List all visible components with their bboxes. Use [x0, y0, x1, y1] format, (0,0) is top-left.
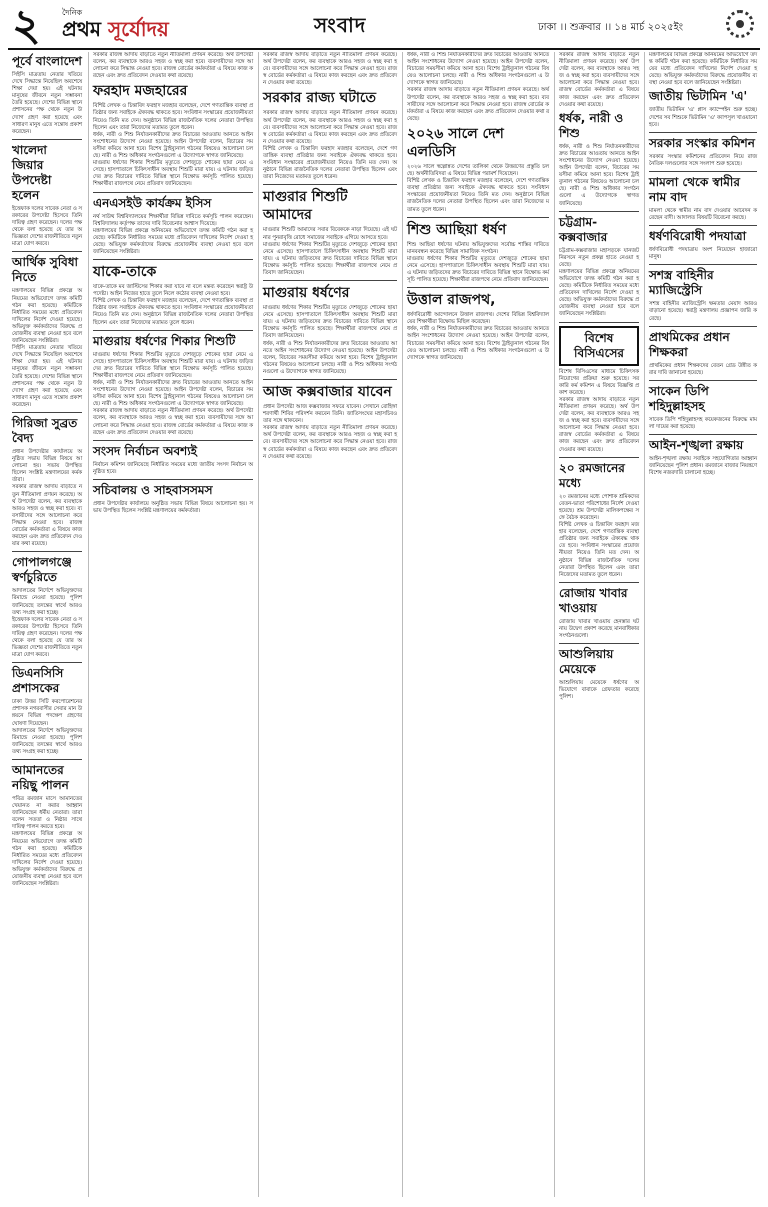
article-body: যাকে-তাকে মব জাস্টিসের শিকার করা যাবে না বলে মন্তব্য করেছেন স্বরাষ্ট্র উপদেষ্টা। আইন নিজের হাতে তুলে নিলে কঠোর ব্যবস্থা নেওয়া হবে।: [93, 284, 253, 298]
columns: [8, 52, 760, 1197]
headline: ফরহাদ মজহারের: [93, 83, 188, 100]
headline: উত্তাল রাজপথ,: [407, 292, 496, 309]
headline: সাকেন ডিপি শহিদুল্লাহসহ: [649, 383, 709, 413]
article-body: মন্ত্রণালয়ের বিভিন্ন প্রকল্পে অনিয়মের অভিযোগে তদন্ত কমিটি গঠন করা হয়েছে। কমিটিকে নির্ধারিত সময়ের মধ্যে প্রতিবেদন দাখিলের নির্দেশ দেওয়া হয়েছে। অভিযুক্ত কর্মকর্তাদের বিরুদ্ধে প্রয়োজনীয় ব্যবস্থা নেওয়া হবে বলে জানিয়েছেন সংশ্লিষ্টরা।: [12, 288, 82, 345]
article-body: মাগুরায় ধর্ষণের শিকার শিশুটির মৃত্যুতে দেশজুড়ে শোকের ছায়া নেমে এসেছে। হাসপাতালে চিকিৎসাধীন অবস্থায় শিশুটি মারা যায়। এ ঘটনায় জড়িতদের দ্রুত বিচারের দাবিতে বিভিন্ন স্থানে বিক্ষোভ কর্মসূচি পালিত হয়েছে। শিক্ষার্থীরা রাজপথে নেমে প্রতিবাদ জানিয়েছেন।: [93, 160, 253, 188]
headline: গোপালগঞ্জে স্বর্ণচুরিতে: [12, 555, 72, 585]
brand-name-b: সূর্যোদয়: [107, 17, 169, 41]
article-body: সরকার রাজস্ব আদায় বাড়াতে নতুন নীতিমালা প্রণয়ন করেছে। অর্থ উপদেষ্টা বলেন, কর ব্যবস্থাকে আরও সহজ ও স্বচ্ছ করা হবে। ব্যবসায়ীদের সঙ্গে আলোচনা করে সিদ্ধান্ত নেওয়া হবে। রাজস্ব বোর্ডের কর্মকর্তারা এ বিষয়ে কাজ করছেন এবং দ্রুত প্রতিবেদন দেওয়ার কথা রয়েছে।: [559, 52, 639, 108]
headline: এনএসইউ কার্যক্রম ইসিস: [93, 195, 212, 210]
article: [403, 52, 553, 366]
article: [89, 52, 257, 519]
article-body: ঢাকা উত্তর সিটি করপোরেশনের প্রশাসক নগরবাসীর সেবার মান উন্নয়নে বিভিন্ন পদক্ষেপ গ্রহণের ঘোষণা দিয়েছেন।: [12, 699, 82, 727]
article-body: সরকার রাজস্ব আদায় বাড়াতে নতুন নীতিমালা প্রণয়ন করেছে। অর্থ উপদেষ্টা বলেন, কর ব্যবস্থাকে আরও সহজ ও স্বচ্ছ করা হবে। ব্যবসায়ীদের সঙ্গে আলোচনা করে সিদ্ধান্ত নেওয়া হবে। রাজস্ব বোর্ডের কর্মকর্তারা এ বিষয়ে কাজ করছেন এবং দ্রুত প্রতিবেদন দেওয়ার কথা রয়েছে।: [93, 408, 253, 436]
page-number: ২: [12, 0, 41, 51]
article-body: মাগুরার শিশুটি আমাদের সবার বিবেককে নাড়া দিয়েছে। এই ঘটনার পুনরাবৃত্তি রোধে সমাজের সবাইকে এগিয়ে আসতে হবে।: [263, 227, 397, 241]
headline: সরকার সংস্কার কমিশন: [649, 135, 755, 150]
brand-name-a: প্রথম: [62, 17, 101, 41]
article-body: চট্টগ্রাম-কক্সবাজার মহাসড়কে যানজট নিরসনে নতুন প্রকল্প হাতে নেওয়া হয়েছে।: [559, 247, 639, 268]
article-body: মন্ত্রণালয়ের বিভিন্ন প্রকল্পে অনিয়মের অভিযোগে তদন্ত কমিটি গঠন করা হয়েছে। কমিটিকে নির্ধারিত সময়ের মধ্যে প্রতিবেদন দাখিলের নির্দেশ দেওয়া হয়েছে। অভিযুক্ত কর্মকর্তাদের বিরুদ্ধে প্রয়োজনীয় ব্যবস্থা নেওয়া হবে বলে জানিয়েছেন সংশ্লিষ্টরা।: [649, 52, 757, 87]
headline: আর্থিক সুবিধা নিতে: [12, 255, 79, 285]
headline: রোজায় খাবার খাওয়ায়: [559, 585, 628, 615]
article-body: আদালতের নির্দেশে অভিযুক্তদের রিমান্ডে নেওয়া হয়েছে। পুলিশ জানিয়েছে তদন্তের স্বার্থে আরও তথ্য সংগ্রহ করা হচ্ছে।: [12, 727, 82, 755]
article-body: ২০ রমজানের মধ্যে পোশাক শ্রমিকদের বেতন-ভাতা পরিশোধের নির্দেশ দেওয়া হয়েছে। শ্রম উপদেষ্টা মালিকপক্ষের সঙ্গে বৈঠক করেছেন।: [559, 493, 639, 521]
article-body: আশুলিয়ায় মেয়েকে ধর্ষণের অভিযোগে বাবাকে গ্রেফতার করেছে পুলিশ।: [559, 680, 639, 701]
headline: সশস্ত্র বাহিনীর ম্যাজিস্ট্রেসি: [649, 268, 714, 298]
brand-logo: [62, 8, 169, 41]
article-body: সরকার রাজস্ব আদায় বাড়াতে নতুন নীতিমালা প্রণয়ন করেছে। অর্থ উপদেষ্টা বলেন, কর ব্যবস্থাকে আরও সহজ ও স্বচ্ছ করা হবে। ব্যবসায়ীদের সঙ্গে আলোচনা করে সিদ্ধান্ত নেওয়া হবে। রাজস্ব বোর্ডের কর্মকর্তারা এ বিষয়ে কাজ করছেন এবং দ্রুত প্রতিবেদন দেওয়ার কথা রয়েছে।: [407, 87, 549, 122]
article: [259, 52, 401, 465]
article-body: বিশিষ্ট লেখক ও চিন্তাবিদ ফরহাদ মজহার বলেছেন, দেশে গণতান্ত্রিক ব্যবস্থা প্রতিষ্ঠার জন্য সবাইকে ঐক্যবদ্ধ থাকতে হবে। সংবিধান সংস্কারের প্রয়োজনীয়তা নিয়েও তিনি মত দেন। অনুষ্ঠানে বিভিন্ন রাজনৈতিক দলের নেতারা উপস্থিত ছিলেন এবং তারা নিজেদের মতামত তুলে ধরেন।: [93, 103, 253, 131]
article-body: রোজায় খাবার খাওয়ায় হেনস্তার ঘটনায় উদ্বেগ প্রকাশ করেছে মানবাধিকার সংগঠনগুলো।: [559, 618, 639, 639]
headline: গিরিজা সুব্রত বৈদ্য: [12, 416, 78, 445]
masthead: [8, 0, 760, 51]
article-body: জাতীয় ভিটামিন 'এ' প্লাস ক্যাম্পেইন শুরু হচ্ছে। দেশের সব শিশুকে ভিটামিন 'এ' ক্যাপসুল খাওয়ানো হবে।: [649, 107, 757, 128]
article-body: সিইসি মাত্রতায় নেতার খতিয়ে দেখে সিদ্ধান্তে নিয়েছিল অবশেষে শিক্ষা দেয়া হয়। এই ঘটনায় মানুষের জীবনে নতুন সম্ভাবনা তৈরি হয়েছে। দেশের বিভিন্ন স্থানে প্রশাসনের পক্ষ থেকে নতুন উদ্যোগ গ্রহণ করা হয়েছে এবং সাধারণ মানুষ এতে সন্তোষ প্রকাশ করেছেন।: [12, 345, 82, 408]
article-body: সাবেক ডিপি শহিদুল্লাহসহ কয়েকজনের বিরুদ্ধে মামলা দায়ের করা হয়েছে।: [649, 416, 757, 430]
article-body: প্রাথমিকের প্রধান শিক্ষকদের বেতন গ্রেড উন্নীত করার দাবি জানানো হয়েছে।: [649, 362, 757, 376]
article-body: শিশু আছিয়া ধর্ষণের ঘটনায় অভিযুক্তদের সর্বোচ্চ শাস্তির দাবিতে মানববন্ধন করেছে বিভিন্ন সামাজিক সংগঠন।: [407, 241, 549, 255]
headline: ডিএনসিসি প্রশাসকের: [12, 666, 64, 696]
column-5: [554, 52, 643, 1197]
article-body: সরকার রাজস্ব আদায় বাড়াতে নতুন নীতিমালা প্রণয়ন করেছে। অর্থ উপদেষ্টা বলেন, কর ব্যবস্থাকে আরও সহজ ও স্বচ্ছ করা হবে। ব্যবসায়ীদের সঙ্গে আলোচনা করে সিদ্ধান্ত নেওয়া হবে। রাজস্ব বোর্ডের কর্মকর্তারা এ বিষয়ে কাজ করছেন এবং দ্রুত প্রতিবেদন দেওয়ার কথা রয়েছে।: [12, 484, 82, 548]
article-body: সরকার রাজস্ব আদায় বাড়াতে নতুন নীতিমালা প্রণয়ন করেছে। অর্থ উপদেষ্টা বলেন, কর ব্যবস্থাকে আরও সহজ ও স্বচ্ছ করা হবে। ব্যবসায়ীদের সঙ্গে আলোচনা করে সিদ্ধান্ত নেওয়া হবে। রাজস্ব বোর্ডের কর্মকর্তারা এ বিষয়ে কাজ করছেন এবং দ্রুত প্রতিবেদন দেওয়ার কথা রয়েছে।: [263, 52, 397, 87]
article-body: সরকার রাজস্ব আদায় বাড়াতে নতুন নীতিমালা প্রণয়ন করেছে। অর্থ উপদেষ্টা বলেন, কর ব্যবস্থাকে আরও সহজ ও স্বচ্ছ করা হবে। ব্যবসায়ীদের সঙ্গে আলোচনা করে সিদ্ধান্ত নেওয়া হবে। রাজস্ব বোর্ডের কর্মকর্তারা এ বিষয়ে কাজ করছেন এবং দ্রুত প্রতিবেদন দেওয়ার কথা রয়েছে।: [263, 425, 397, 460]
headline: ধর্ষক, নারী ও শিশু: [559, 110, 624, 140]
headline: খালেদা জিয়ার উপদেষ্টা হলেন: [12, 142, 52, 202]
article-body: ইত্তেফাক দলের সাবেক নেতা ও সরকারের উপদেষ্টা হিসেবে তিনি দায়িত্ব গ্রহণ করেছেন। দলের পক্ষ থেকে বলা হয়েছে যে তার অভিজ্ঞতা দেশের রাজনীতিতে নতুন মাত্রা যোগ করবে।: [12, 205, 83, 248]
article-body: নির্বাচন কমিশন জানিয়েছে নির্ধারিত সময়ের মধ্যে জাতীয় সংসদ নির্বাচন অনুষ্ঠিত হবে।: [93, 461, 253, 475]
article-body: ইত্তেফাক দলের সাবেক নেতা ও সরকারের উপদেষ্টা হিসেবে তিনি দায়িত্ব গ্রহণ করেছেন। দলের পক্ষ থেকে বলা হয়েছে যে তার অভিজ্ঞতা দেশের রাজনীতিতে নতুন মাত্রা যোগ করবে।: [12, 616, 83, 659]
headline: মাগুরায় ধর্ষণের: [263, 285, 350, 302]
section-title: সংবাদ: [314, 13, 367, 37]
headline: জাতীয় ভিটামিন 'এ': [649, 89, 748, 104]
column-2: [88, 52, 257, 1197]
article: [555, 52, 643, 705]
headline: শিশু আছিয়া ধর্ষণ: [407, 221, 507, 238]
article-body: বিশিষ্ট লেখক ও চিন্তাবিদ ফরহাদ মজহার বলেছেন, দেশে গণতান্ত্রিক ব্যবস্থা প্রতিষ্ঠার জন্য সবাইকে ঐক্যবদ্ধ থাকতে হবে। সংবিধান সংস্কারের প্রয়োজনীয়তা নিয়েও তিনি মত দেন। অনুষ্ঠানে বিভিন্ন রাজনৈতিক দলের নেতারা উপস্থিত ছিলেন এবং তারা নিজেদের মতামত তুলে ধরেন।: [407, 178, 549, 213]
article-body: সরকার রাজস্ব আদায় বাড়াতে নতুন নীতিমালা প্রণয়ন করেছে। অর্থ উপদেষ্টা বলেন, কর ব্যবস্থাকে আরও সহজ ও স্বচ্ছ করা হবে। ব্যবসায়ীদের সঙ্গে আলোচনা করে সিদ্ধান্ত নেওয়া হবে। রাজস্ব বোর্ডের কর্মকর্তারা এ বিষয়ে কাজ করছেন এবং দ্রুত প্রতিবেদন দেওয়ার কথা রয়েছে।: [263, 110, 397, 145]
article-body: প্রধান উপদেষ্টা আজ কক্সবাজার সফরে যাবেন। সেখানে রোহিঙ্গা শরণার্থী শিবির পরিদর্শন করবেন তিনি। জাতিসংঘের মহাসচিবও তার সঙ্গে থাকবেন।: [263, 404, 397, 425]
headline: আশুলিয়ায় মেয়েকে: [559, 647, 614, 677]
article-body: মন্ত্রণালয়ের বিভিন্ন প্রকল্পে অনিয়মের অভিযোগে তদন্ত কমিটি গঠন করা হয়েছে। কমিটিকে নির্ধারিত সময়ের মধ্যে প্রতিবেদন দাখিলের নির্দেশ দেওয়া হয়েছে। অভিযুক্ত কর্মকর্তাদের বিরুদ্ধে প্রয়োজনীয় ব্যবস্থা নেওয়া হবে বলে জানিয়েছেন সংশ্লিষ্টরা।: [93, 227, 253, 255]
column-3: [258, 52, 401, 1197]
article-body: পবিত্র রমজান মাসে আমানতের খেয়ানত না করার আহ্বান জানিয়েছেন ধর্মীয় নেতারা। তারা বলেন সততা ও নিষ্ঠার সাথে দায়িত্ব পালন করতে হবে।: [12, 796, 82, 831]
article-body: সিইসি মাত্রতায় নেতার খতিয়ে দেখে সিদ্ধান্তে নিয়েছিল অবশেষে শিক্ষা দেয়া হয়। এই ঘটনায় মানুষের জীবনে নতুন সম্ভাবনা তৈরি হয়েছে। দেশের বিভিন্ন স্থানে প্রশাসনের পক্ষ থেকে নতুন উদ্যোগ গ্রহণ করা হয়েছে এবং সাধারণ মানুষ এতে সন্তোষ প্রকাশ করেছেন।: [12, 72, 82, 135]
dateline: ঢাকা ।। শুক্রবার ।। ১৪ মার্চ ২০২৫ইং: [538, 22, 684, 33]
article-body: মন্ত্রণালয়ের বিভিন্ন প্রকল্পে অনিয়মের অভিযোগে তদন্ত কমিটি গঠন করা হয়েছে। কমিটিকে নির্ধারিত সময়ের মধ্যে প্রতিবেদন দাখিলের নির্দেশ দেওয়া হয়েছে। অভিযুক্ত কর্মকর্তাদের বিরুদ্ধে প্রয়োজনীয় ব্যবস্থা নেওয়া হবে বলে জানিয়েছেন সংশ্লিষ্টরা।: [12, 831, 82, 888]
article-body: মন্ত্রণালয়ের বিভিন্ন প্রকল্পে অনিয়মের অভিযোগে তদন্ত কমিটি গঠন করা হয়েছে। কমিটিকে নির্ধারিত সময়ের মধ্যে প্রতিবেদন দাখিলের নির্দেশ দেওয়া হয়েছে। অভিযুক্ত কর্মকর্তাদের বিরুদ্ধে প্রয়োজনীয় ব্যবস্থা নেওয়া হবে বলে জানিয়েছেন সংশ্লিষ্টরা।: [559, 268, 639, 318]
article-body: ধর্ষণবিরোধী আন্দোলনে উত্তাল রাজপথ। দেশের বিভিন্ন বিশ্ববিদ্যালয়ের শিক্ষার্থীরা বিক্ষোভ মিছিল করেছেন।: [407, 312, 549, 326]
article-body: ধর্ষক, নারী ও শিশু নির্যাতনকারীদের দ্রুত বিচারের আওতায় আনতে আইন সংশোধনের উদ্যোগ নেওয়া হয়েছে। আইন উপদেষ্টা বলেন, বিচারের সময়সীমা কমিয়ে আনা হবে। বিশেষ ট্রাইব্যুনাল গঠনের বিষয়েও আলোচনা চলছে। নারী ও শিশু অধিকার সংগঠনগুলো এ উদ্যোগকে স্বাগত জানিয়েছে।: [93, 380, 253, 408]
article-body: মাগুরায় ধর্ষণের শিকার শিশুটির মৃত্যুতে দেশজুড়ে শোকের ছায়া নেমে এসেছে। হাসপাতালে চিকিৎসাধীন অবস্থায় শিশুটি মারা যায়। এ ঘটনায় জড়িতদের দ্রুত বিচারের দাবিতে বিভিন্ন স্থানে বিক্ষোভ কর্মসূচি পালিত হয়েছে। শিক্ষার্থীরা রাজপথে নেমে প্রতিবাদ জানিয়েছেন।: [407, 255, 549, 284]
article-body: বিশিষ্ট লেখক ও চিন্তাবিদ ফরহাদ মজহার বলেছেন, দেশে গণতান্ত্রিক ব্যবস্থা প্রতিষ্ঠার জন্য সবাইকে ঐক্যবদ্ধ থাকতে হবে। সংবিধান সংস্কারের প্রয়োজনীয়তা নিয়েও তিনি মত দেন। অনুষ্ঠানে বিভিন্ন রাজনৈতিক দলের নেতারা উপস্থিত ছিলেন এবং তারা নিজেদের মতামত তুলে ধরেন।: [559, 522, 639, 578]
headline: চট্টগ্রাম-কক্সবাজার: [559, 214, 608, 244]
article-body: আদালতের নির্দেশে অভিযুক্তদের রিমান্ডে নেওয়া হয়েছে। পুলিশ জানিয়েছে তদন্তের স্বার্থে আরও তথ্য সংগ্রহ করা হচ্ছে।: [12, 588, 82, 616]
article-body: প্রধান উপদেষ্টার কার্যালয়ে অনুষ্ঠিত সভায় বিভিন্ন বিষয়ে আলোচনা হয়। সভায় উপস্থিত ছিলেন সংশ্লিষ্ট মন্ত্রণালয়ের কর্মকর্তারা।: [12, 449, 82, 484]
article-body: সরকার সংস্কার কমিশনের প্রতিবেদন নিয়ে রাজনৈতিক দলগুলোর সঙ্গে সংলাপ শুরু হয়েছে।: [649, 153, 757, 167]
headline: মাগুরায় ধর্ষণের শিকার শিশুটি: [93, 333, 236, 348]
headline: সচিবালয় ও সাহবাসসমস: [93, 482, 213, 497]
headline: ধর্ষণবিরোধী পদযাত্রা: [649, 229, 747, 244]
article: [645, 52, 761, 481]
headline: আজ কক্সবাজার যাবেন: [263, 384, 392, 400]
headline: যাকে-তাকে: [93, 264, 157, 281]
article-body: নর্থ সাউথ বিশ্ববিদ্যালয়ের শিক্ষার্থীরা বিভিন্ন দাবিতে কর্মসূচি পালন করেছেন। বিশ্ববিদ্যালয় কর্তৃপক্ষ তাদের দাবি বিবেচনার আশ্বাস দিয়েছে।: [93, 213, 253, 227]
headline: ২০২৬ সালে দেশ এলডিসি: [407, 125, 504, 160]
article-body: প্রধান উপদেষ্টার কার্যালয়ে অনুষ্ঠিত সভায় বিভিন্ন বিষয়ে আলোচনা হয়। সভায় উপস্থিত ছিলেন সংশ্লিষ্ট মন্ত্রণালয়ের কর্মকর্তারা।: [93, 500, 253, 515]
article-body: ধর্ষণবিরোধী পদযাত্রায় অংশ নিয়েছেন হাজারো মানুষ।: [649, 247, 757, 261]
article-body: বিশিষ্ট লেখক ও চিন্তাবিদ ফরহাদ মজহার বলেছেন, দেশে গণতান্ত্রিক ব্যবস্থা প্রতিষ্ঠার জন্য সবাইকে ঐক্যবদ্ধ থাকতে হবে। সংবিধান সংস্কারের প্রয়োজনীয়তা নিয়েও তিনি মত দেন। অনুষ্ঠানে বিভিন্ন রাজনৈতিক দলের নেতারা উপস্থিত ছিলেন এবং তারা নিজেদের মতামত তুলে ধরেন।: [263, 145, 397, 181]
headline: প্রাথমিকের প্রধান শিক্ষকরা: [649, 329, 730, 359]
article-body: বিশেষ বিসিএসের মাধ্যমে চিকিৎসক নিয়োগের প্রক্রিয়া শুরু হয়েছে। সরকারি কর্ম কমিশন এ বিষয়ে বিজ্ঞপ্তি প্রকাশ করেছে।: [559, 368, 639, 396]
article-body: মাগুরায় ধর্ষণের শিকার শিশুটির মৃত্যুতে দেশজুড়ে শোকের ছায়া নেমে এসেছে। হাসপাতালে চিকিৎসাধীন অবস্থায় শিশুটি মারা যায়। এ ঘটনায় জড়িতদের দ্রুত বিচারের দাবিতে বিভিন্ন স্থানে বিক্ষোভ কর্মসূচি পালিত হয়েছে। শিক্ষার্থীরা রাজপথে নেমে প্রতিবাদ জানিয়েছেন।: [263, 241, 397, 276]
article-body: মাগুরায় ধর্ষণের শিকার শিশুটির মৃত্যুতে দেশজুড়ে শোকের ছায়া নেমে এসেছে। হাসপাতালে চিকিৎসাধীন অবস্থায় শিশুটি মারা যায়। এ ঘটনায় জড়িতদের দ্রুত বিচারের দাবিতে বিভিন্ন স্থানে বিক্ষোভ কর্মসূচি পালিত হয়েছে। শিক্ষার্থীরা রাজপথে নেমে প্রতিবাদ জানিয়েছেন।: [93, 351, 253, 379]
brand-small: দৈনিক: [62, 8, 83, 17]
article-body: সরকার রাজস্ব আদায় বাড়াতে নতুন নীতিমালা প্রণয়ন করেছে। অর্থ উপদেষ্টা বলেন, কর ব্যবস্থাকে আরও সহজ ও স্বচ্ছ করা হবে। ব্যবসায়ীদের সঙ্গে আলোচনা করে সিদ্ধান্ত নেওয়া হবে। রাজস্ব বোর্ডের কর্মকর্তারা এ বিষয়ে কাজ করছেন এবং দ্রুত প্রতিবেদন দেওয়ার কথা রয়েছে।: [559, 396, 639, 453]
article-body: ধর্ষক, নারী ও শিশু নির্যাতনকারীদের দ্রুত বিচারের আওতায় আনতে আইন সংশোধনের উদ্যোগ নেওয়া হয়েছে। আইন উপদেষ্টা বলেন, বিচারের সময়সীমা কমিয়ে আনা হবে। বিশেষ ট্রাইব্যুনাল গঠনের বিষয়েও আলোচনা চলছে। নারী ও শিশু অধিকার সংগঠনগুলো এ উদ্যোগকে স্বাগত জানিয়েছে।: [93, 131, 253, 160]
headline: মাগুরার শিশুটি আমাদের: [263, 189, 348, 224]
article-body: ধর্ষক, নারী ও শিশু নির্যাতনকারীদের দ্রুত বিচারের আওতায় আনতে আইন সংশোধনের উদ্যোগ নেওয়া হয়েছে। আইন উপদেষ্টা বলেন, বিচারের সময়সীমা কমিয়ে আনা হবে। বিশেষ ট্রাইব্যুনাল গঠনের বিষয়েও আলোচনা চলছে। নারী ও শিশু অধিকার সংগঠনগুলো এ উদ্যোগকে স্বাগত জানিয়েছে।: [263, 340, 397, 375]
headline: সরকার রাজ্য ঘটাতে: [263, 90, 377, 107]
article-body: ধর্ষক, নারী ও শিশু নির্যাতনকারীদের দ্রুত বিচারের আওতায় আনতে আইন সংশোধনের উদ্যোগ নেওয়া হয়েছে। আইন উপদেষ্টা বলেন, বিচারের সময়সীমা কমিয়ে আনা হবে। বিশেষ ট্রাইব্যুনাল গঠনের বিষয়েও আলোচনা চলছে। নারী ও শিশু অধিকার সংগঠনগুলো এ উদ্যোগকে স্বাগত জানিয়েছে।: [407, 326, 549, 361]
article-body: আইন-শৃঙ্খলা রক্ষায় সবাইকে সহযোগিতার আহ্বান জানিয়েছেন পুলিশ প্রধান। রমজানে বাজার নিয়ন্ত্রণে বিশেষ নজরদারি চালানো হচ্ছে।: [649, 455, 757, 477]
article-body: মাগুরায় ধর্ষণের শিকার শিশুটির মৃত্যুতে দেশজুড়ে শোকের ছায়া নেমে এসেছে। হাসপাতালে চিকিৎসাধীন অবস্থায় শিশুটি মারা যায়। এ ঘটনায় জড়িতদের দ্রুত বিচারের দাবিতে বিভিন্ন স্থানে বিক্ষোভ কর্মসূচি পালিত হয়েছে। শিক্ষার্থীরা রাজপথে নেমে প্রতিবাদ জানিয়েছেন।: [263, 305, 397, 340]
article-body: মামলা থেকে স্বামীর নাম বাদ দেওয়ার আবেদন করেছেন বাদী। আদালত বিষয়টি বিবেচনা করছে।: [649, 207, 757, 222]
article-body: ধর্ষক, নারী ও শিশু নির্যাতনকারীদের দ্রুত বিচারের আওতায় আনতে আইন সংশোধনের উদ্যোগ নেওয়া হয়েছে। আইন উপদেষ্টা বলেন, বিচারের সময়সীমা কমিয়ে আনা হবে। বিশেষ ট্রাইব্যুনাল গঠনের বিষয়েও আলোচনা চলছে। নারী ও শিশু অধিকার সংগঠনগুলো এ উদ্যোগকে স্বাগত জানিয়েছে।: [559, 143, 639, 207]
headline: সংসদ নির্বাচন অবশ্যই: [93, 443, 197, 458]
headline: আমানতের নয়িছু পালন: [12, 763, 69, 792]
headline: ২০ রমজানের মধ্যে: [559, 460, 625, 490]
headline: আইন-শৃঙ্খলা রক্ষায়: [649, 437, 744, 452]
ornament-icon: [726, 10, 754, 38]
headline: বিশেষ বিসিএসের: [559, 326, 639, 366]
article-body: ২০২৬ সালে স্বল্পোন্নত দেশের তালিকা থেকে উত্তরণের প্রস্তুতি চলছে। অর্থনীতিবিদরা এ বিষয়ে বিভিন্ন পরামর্শ দিয়েছেন।: [407, 163, 549, 178]
headline: পূর্বে বাংলাদেশ: [12, 54, 82, 68]
column-1: [8, 52, 86, 1197]
column-4: [402, 52, 553, 1197]
column-6: [644, 52, 761, 1197]
article-body: বিশিষ্ট লেখক ও চিন্তাবিদ ফরহাদ মজহার বলেছেন, দেশে গণতান্ত্রিক ব্যবস্থা প্রতিষ্ঠার জন্য সবাইকে ঐক্যবদ্ধ থাকতে হবে। সংবিধান সংস্কারের প্রয়োজনীয়তা নিয়েও তিনি মত দেন। অনুষ্ঠানে বিভিন্ন রাজনৈতিক দলের নেতারা উপস্থিত ছিলেন এবং তারা নিজেদের মতামত তুলে ধরেন।: [93, 298, 253, 326]
article: [8, 54, 86, 892]
article-body: ধর্ষক, নারী ও শিশু নির্যাতনকারীদের দ্রুত বিচারের আওতায় আনতে আইন সংশোধনের উদ্যোগ নেওয়া হয়েছে। আইন উপদেষ্টা বলেন, বিচারের সময়সীমা কমিয়ে আনা হবে। বিশেষ ট্রাইব্যুনাল গঠনের বিষয়েও আলোচনা চলছে। নারী ও শিশু অধিকার সংগঠনগুলো এ উদ্যোগকে স্বাগত জানিয়েছে।: [407, 52, 549, 87]
headline: মামলা থেকে স্বামীর নাম বাদ: [649, 174, 740, 204]
article-body: সশস্ত্র বাহিনীর ম্যাজিস্ট্রেসি ক্ষমতার মেয়াদ আরও বাড়ানো হয়েছে। স্বরাষ্ট্র মন্ত্রণালয় প্রজ্ঞাপন জারি করেছে।: [649, 301, 757, 322]
article-body: সরকার রাজস্ব আদায় বাড়াতে নতুন নীতিমালা প্রণয়ন করেছে। অর্থ উপদেষ্টা বলেন, কর ব্যবস্থাকে আরও সহজ ও স্বচ্ছ করা হবে। ব্যবসায়ীদের সঙ্গে আলোচনা করে সিদ্ধান্ত নেওয়া হবে। রাজস্ব বোর্ডের কর্মকর্তারা এ বিষয়ে কাজ করছেন এবং দ্রুত প্রতিবেদন দেওয়ার কথা রয়েছে।: [93, 52, 253, 80]
